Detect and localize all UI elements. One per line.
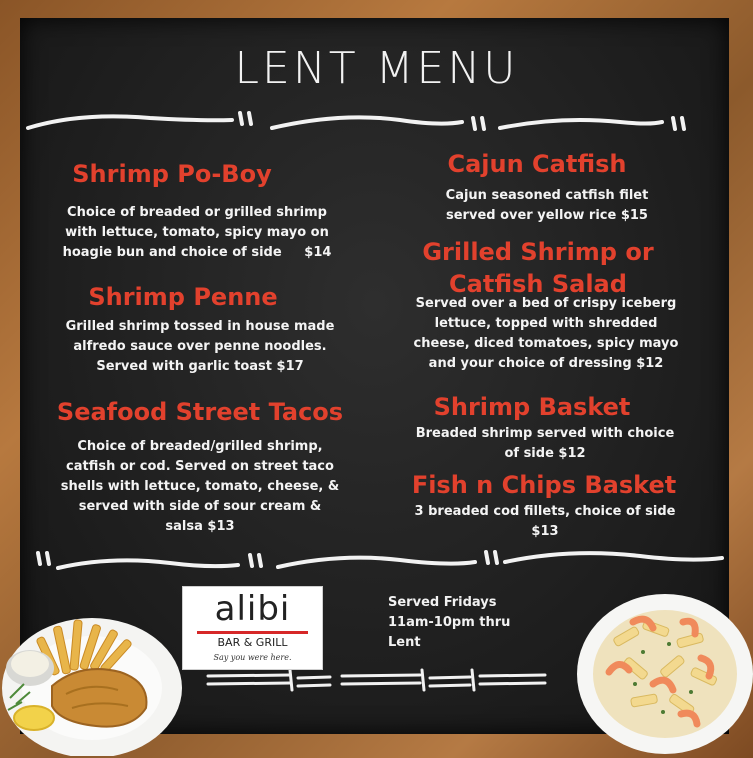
chalk-quote xyxy=(240,113,251,124)
item-heading-shrimp-basket: Shrimp Basket xyxy=(433,393,631,421)
chalk-quote xyxy=(473,118,484,129)
chalk-swirl xyxy=(28,116,232,128)
served-info: Served Fridays 11am-10pm thru Lent xyxy=(388,595,511,650)
chalk-swirl xyxy=(278,558,475,567)
chalk-swirl xyxy=(505,553,722,562)
chalk-quote xyxy=(250,555,261,566)
chalk-lines xyxy=(342,675,470,686)
item-description-grilled-shrimp-catfish-salad: Served over a bed of crispy iceberg lettuce, topped with shredded cheese, diced tomatoes, spicy mayo and your choice of dressing $12 xyxy=(413,296,679,371)
chalk-quote xyxy=(486,552,497,563)
chalk-lines xyxy=(480,675,545,684)
chalk-quote xyxy=(673,118,684,129)
chalk-quote xyxy=(38,553,49,564)
page-title: LENT MENU xyxy=(234,43,519,94)
item-heading-shrimp-penne: Shrimp Penne xyxy=(88,283,278,311)
item-heading-cajun-catfish: Cajun Catfish xyxy=(447,150,627,178)
item-description-shrimp-basket: Breaded shrimp served with choice of side $12 xyxy=(415,426,675,461)
chalk-swirl xyxy=(272,117,462,128)
logo-tagline: Say you were here. xyxy=(213,653,292,662)
item-description-cajun-catfish: Cajun seasoned catfish filet served over yellow rice $15 xyxy=(445,188,649,223)
item-description-shrimp-po-boy: Choice of breaded or grilled shrimp with lettuce, tomato, spicy mayo on hoagie bun and choice of side $14 xyxy=(62,205,332,260)
fried-fish xyxy=(52,669,146,727)
item-description-fish-n-chips-basket: 3 breaded cod fillets, choice of side $13 xyxy=(414,504,676,539)
chalk-swirl xyxy=(500,120,662,128)
shrimp-penne-plate-image xyxy=(573,592,753,756)
item-heading-grilled-shrimp-catfish-salad: Grilled Shrimp or Catfish Salad xyxy=(422,238,654,298)
item-description-seafood-street-tacos: Choice of breaded/grilled shrimp, catfish or cod. Served on street taco shells with lettuce, tomato, cheese, & served with side of sour cream & salsa $13 xyxy=(60,439,340,534)
logo-red-bar xyxy=(197,631,308,634)
item-description-shrimp-penne: Grilled shrimp tossed in house made alfredo sauce over penne noodles. Served with garlic toast $17 xyxy=(65,319,335,374)
logo-subtitle: BAR & GRILL xyxy=(217,636,288,649)
chalk-lines xyxy=(208,675,330,686)
alibi-logo xyxy=(182,586,323,670)
item-heading-shrimp-po-boy: Shrimp Po-Boy xyxy=(72,160,272,188)
chalk-swirl xyxy=(58,560,238,568)
lemon-wedge xyxy=(14,706,54,730)
fish-and-chips-plate-image xyxy=(0,606,186,756)
logo-name: alibi xyxy=(214,589,291,629)
item-heading-seafood-street-tacos: Seafood Street Tacos xyxy=(56,398,344,426)
tartar-sauce xyxy=(11,651,49,677)
item-heading-fish-n-chips-basket: Fish n Chips Basket xyxy=(411,471,677,499)
